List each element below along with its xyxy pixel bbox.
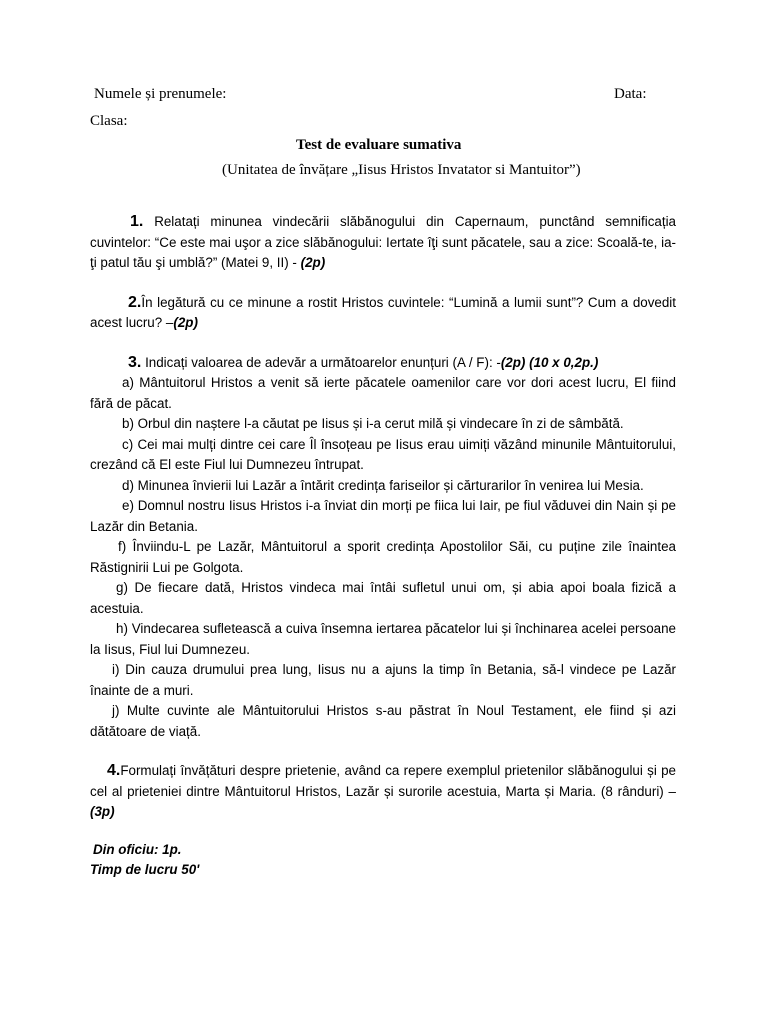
question-3 <box>90 353 676 374</box>
statement-item: a) Mântuitorul Hristos a venit să ierte păcatele oamenilor care vor dori acest lucru, El fiind fără de păcat. <box>90 375 676 411</box>
question-1-points: (2p) <box>300 255 326 270</box>
statement-item: d) Minunea învierii lui Lazăr a întărit credința fariseilor și cărturarilor în venirea lui Mesia. <box>122 477 644 493</box>
question-2-text: În legătură cu ce minune a rostit Hristos cuvintele: “Lumină a lumii sunt”? Cum a dovedit acest lucru? – <box>90 294 676 330</box>
question-2-points: (2p) <box>173 315 198 330</box>
questions-body <box>90 212 676 881</box>
question-3-text: Indicați valoarea de adevăr a următoarelor enunțuri (A / F): - <box>141 354 501 370</box>
question-3-points: (2p) (10 x 0,2p.) <box>500 354 599 370</box>
question-4-text: Formulați învățături despre prietenie, având ca repere exemplul prietenilor slăbănogului și pe cel al prieteniei dintre Mântuitorul Hristos, Lazăr și surorile acestuia, Marta și Maria. (8 rânduri) – <box>90 763 676 799</box>
test-title: Test de evaluare sumativa <box>296 137 462 153</box>
question-3-number: 3. <box>128 353 142 371</box>
test-subtitle: (Unitatea de învățare „Iisus Hristos Invatator si Mantuitor”) <box>222 162 581 178</box>
question-1 <box>90 212 676 274</box>
question-4 <box>90 761 676 823</box>
class-label: Clasa: <box>90 113 128 129</box>
statement-item: f) Înviindu-L pe Lazăr, Mântuitorul a sporit credința Apostolilor Săi, cu puține zile înaintea Răstignirii Lui pe Golgota. <box>90 539 676 575</box>
question-1-text: Relatați minunea vindecării slăbănogului din Capernaum, punctând semnificația cuvintelor: “Ce este mai uşor a zice slăbănogului: Iertate îţi sunt păcatele, sau a zice: Scoală-te, ia-ţi patul tău şi umblă?” (Matei 9, II) - <box>90 214 676 270</box>
date-label: Data: <box>614 86 647 102</box>
statement-item: b) Orbul din naștere l-a căutat pe Iisus și i-a cerut milă și vindecare în zi de sâmbătă. <box>122 416 624 431</box>
question-4-points: (3p) <box>90 804 115 819</box>
question-2 <box>90 293 676 334</box>
name-label: Numele și prenumele: <box>94 86 227 102</box>
statement-item: h) Vindecarea sufletească a cuiva însemna iertarea păcatelor lui și închinarea acelei persoane la Iisus, Fiul lui Dumnezeu. <box>90 621 676 657</box>
din-oficiu: Din oficiu: 1p. <box>93 841 182 857</box>
statement-item: c) Cei mai mulți dintre cei care Îl însoțeau pe Iisus erau uimiți văzând minunile Mântuitorului, crezând că El este Fiul lui Dumnezeu întrupat. <box>90 436 676 472</box>
footer <box>90 840 676 881</box>
statement-item: g) De fiecare dată, Hristos vindeca mai întâi sufletul unui om, și abia apoi boala fizică a acestuia. <box>90 580 676 616</box>
statement-item: e) Domnul nostru Iisus Hristos i-a înviat din morți pe fiica lui Iair, pe fiul văduvei din Nain și pe Lazăr din Betania. <box>90 498 676 534</box>
statement-item: i) Din cauza drumului prea lung, Iisus nu a ajuns la timp în Betania, să-l vindece pe Lazăr înainte de a muri. <box>90 662 676 698</box>
question-4-number: 4. <box>107 762 121 779</box>
question-2-number: 2. <box>128 293 142 311</box>
question-1-number: 1. <box>130 213 144 230</box>
statement-item: j) Multe cuvinte ale Mântuitorului Hristos s-au păstrat în Noul Testament, ele fiind și azi dătătoare de viață. <box>90 703 676 739</box>
timp-de-lucru: Timp de lucru 50' <box>90 862 200 877</box>
